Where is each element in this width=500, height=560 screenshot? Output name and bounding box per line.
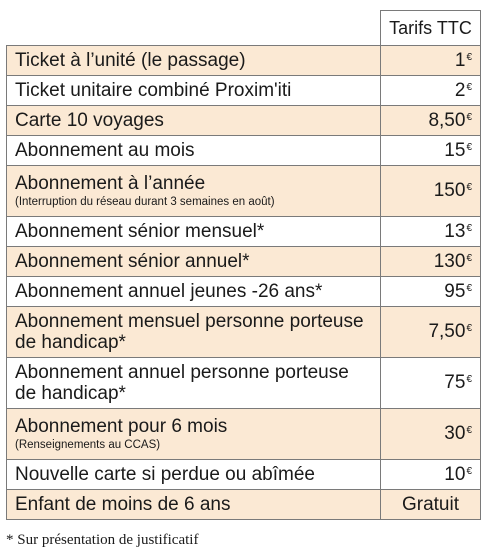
tariff-label-cell — [7, 106, 381, 136]
euro-symbol: € — [466, 252, 472, 264]
tariff-price: 10 — [444, 463, 466, 485]
tariff-price: 150 — [433, 180, 466, 201]
tariff-price-cell — [381, 166, 481, 217]
tariff-label: Abonnement annuel personne porteuse de handicap* — [15, 362, 349, 404]
euro-symbol: € — [466, 425, 472, 436]
tariff-label: Abonnement au mois — [15, 140, 195, 161]
tariff-price-cell — [381, 46, 481, 76]
table-row — [7, 106, 481, 136]
tariff-price-cell — [381, 460, 481, 490]
tariff-label: Abonnement sénior annuel* — [15, 251, 250, 272]
tariff-price-cell — [381, 106, 481, 136]
tariff-label: Abonnement sénior mensuel* — [15, 221, 265, 242]
tariff-label: Nouvelle carte si perdue ou abîmée — [15, 464, 315, 485]
tariff-label-cell — [7, 277, 381, 307]
tariff-price-cell — [381, 136, 481, 166]
tariff-label-cell — [7, 136, 381, 166]
tariff-label-cell — [7, 76, 381, 106]
tariff-price: 30 — [444, 423, 466, 444]
tariff-price-cell — [381, 490, 481, 520]
euro-symbol: € — [466, 141, 472, 153]
tariff-price-cell — [381, 76, 481, 106]
tariff-label-cell — [7, 166, 381, 217]
tariff-label: Ticket à l’unité (le passage) — [15, 50, 246, 71]
euro-symbol: € — [466, 111, 472, 123]
euro-symbol: € — [466, 81, 472, 93]
tariff-price-cell — [381, 277, 481, 307]
table-row — [7, 46, 481, 76]
tariff-label-cell — [7, 490, 381, 520]
table-row — [7, 136, 481, 166]
tariff-price: 8,50 — [428, 109, 466, 131]
tariff-label: Carte 10 voyages — [15, 110, 164, 131]
tariff-label-cell — [7, 460, 381, 490]
tariff-price-cell — [381, 217, 481, 247]
tariff-label: Abonnement mensuel personne porteuse de handicap* — [15, 311, 364, 353]
euro-symbol: € — [466, 51, 472, 63]
tariff-label-cell — [7, 358, 381, 409]
table-row — [7, 358, 481, 409]
tariff-price-cell — [381, 307, 481, 358]
tariff-label-cell — [7, 307, 381, 358]
tariff-price: 2 — [454, 79, 466, 101]
euro-symbol: € — [466, 323, 472, 334]
tariff-label: Abonnement à l’année — [15, 173, 206, 194]
tariff-price: 13 — [444, 220, 466, 242]
tariff-price-cell — [381, 358, 481, 409]
table-row — [7, 277, 481, 307]
table-row — [7, 460, 481, 490]
price-column-header: Tarifs TTC — [381, 11, 481, 46]
tariff-note: (Renseignements au CCAS) — [15, 439, 161, 451]
tariff-label: Ticket unitaire combiné Proxim'iti — [15, 80, 292, 101]
tariff-price: 75 — [444, 372, 466, 393]
table-row — [7, 217, 481, 247]
tariff-price: 7,50 — [428, 321, 466, 342]
table-row — [7, 247, 481, 277]
footnote: * Sur présentation de justificatif — [6, 532, 199, 548]
table-row — [7, 166, 481, 217]
tariff-label-cell — [7, 247, 381, 277]
euro-symbol: € — [466, 222, 472, 234]
table-row — [7, 409, 481, 460]
tariff-label-cell — [7, 409, 381, 460]
euro-symbol: € — [466, 282, 472, 294]
euro-symbol: € — [466, 182, 472, 193]
tariff-label: Enfant de moins de 6 ans — [15, 494, 231, 515]
tariff-price-cell — [381, 247, 481, 277]
tariff-note: (Interruption du réseau durant 3 semaines en août) — [15, 196, 275, 208]
tariff-price: 130 — [433, 250, 466, 272]
table-row — [7, 307, 481, 358]
tariff-rows — [7, 46, 481, 520]
table-header-row — [7, 11, 481, 46]
tariff-price: Gratuit — [401, 493, 460, 515]
tariff-label: Abonnement annuel jeunes -26 ans* — [15, 281, 323, 302]
tariff-label-cell — [7, 46, 381, 76]
tariff-table — [6, 10, 481, 520]
tariff-label-cell — [7, 217, 381, 247]
tariff-price: 15 — [444, 139, 466, 161]
tariff-price: 95 — [444, 280, 466, 302]
table-row — [7, 76, 481, 106]
header-empty-cell — [7, 11, 381, 46]
table-row — [7, 490, 481, 520]
tariff-label: Abonnement pour 6 mois — [15, 416, 228, 437]
euro-symbol: € — [466, 374, 472, 385]
euro-symbol: € — [466, 465, 472, 477]
tariff-price: 1 — [454, 49, 466, 71]
tariff-price-cell — [381, 409, 481, 460]
